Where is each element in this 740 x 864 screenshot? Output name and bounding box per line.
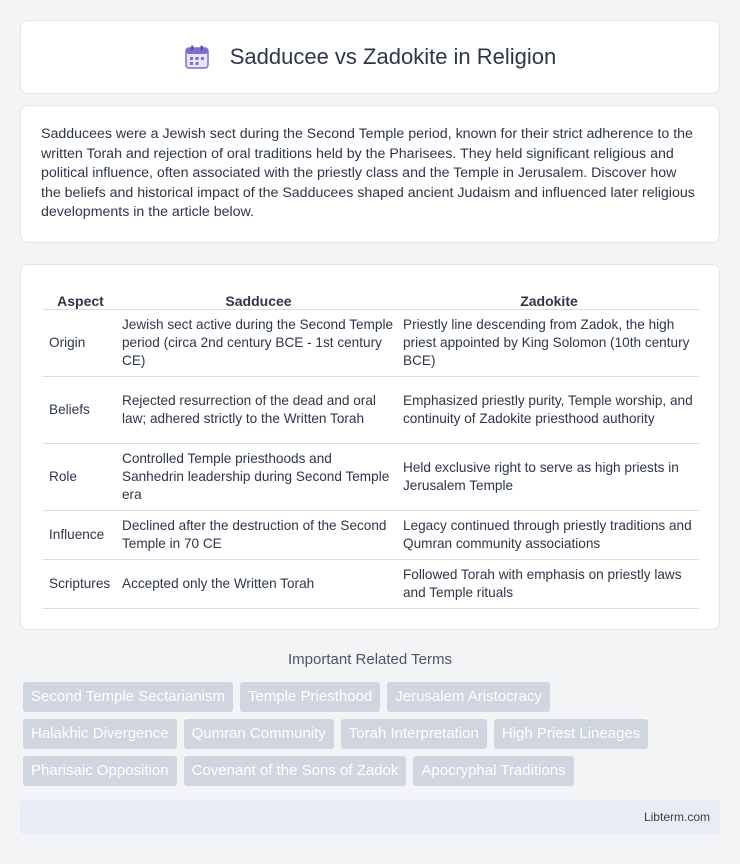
tag-pharisaic-opposition[interactable]: Pharisaic Opposition [23, 756, 177, 786]
cell-sadducee: Jewish sect active during the Second Temple period (circa 2nd century BCE - 1st century CE) [118, 309, 399, 376]
tag-torah-interpretation[interactable]: Torah Interpretation [341, 719, 487, 749]
related-terms-title: Important Related Terms [288, 651, 452, 668]
table-row [43, 510, 699, 559]
cell-sadducee: Accepted only the Written Torah [118, 559, 399, 608]
cell-sadducee: Controlled Temple priesthoods and Sanhedrin leadership during Second Temple era [118, 443, 399, 510]
cell-sadducee: Declined after the destruction of the Second Temple in 70 CE [118, 510, 399, 559]
header-aspect: Aspect [43, 285, 118, 309]
comparison-card [20, 264, 720, 630]
cell-zadokite: Legacy continued through priestly traditions and Qumran community associations [399, 510, 699, 559]
header-sadducee: Sadducee [118, 285, 399, 309]
tag-high-priest-lineages[interactable]: High Priest Lineages [494, 719, 648, 749]
table-row [43, 443, 699, 510]
cell-zadokite: Priestly line descending from Zadok, the high priest appointed by King Solomon (10th century BCE) [399, 309, 699, 376]
cell-zadokite: Held exclusive right to serve as high priests in Jerusalem Temple [399, 443, 699, 510]
page-title: Sadducee vs Zadokite in Religion [229, 44, 557, 69]
tag-covenant-sons-of-zadok[interactable]: Covenant of the Sons of Zadok [184, 756, 407, 786]
cell-zadokite: Emphasized priestly purity, Temple worship, and continuity of Zadokite priesthood authority [399, 376, 699, 443]
cell-aspect: Role [43, 443, 118, 510]
table-header-row [43, 285, 699, 309]
footer [20, 800, 720, 834]
tag-qumran-community[interactable]: Qumran Community [184, 719, 334, 749]
tag-row [23, 756, 723, 786]
table-row [43, 559, 699, 608]
intro-text: Sadducees were a Jewish sect during the Second Temple period, known for their strict adherence to the written Torah and rejection of oral traditions held by the Pharisees. They held significant religious and political influence, often associated with the priestly class and the Temple in Jerusalem. Discover how the beliefs and historical impact of the Sadducees shaped ancient Judaism and influenced later religious developments in the article below. [41, 126, 695, 221]
header-zadokite: Zadokite [399, 285, 699, 309]
tag-halakhic-divergence[interactable]: Halakhic Divergence [23, 719, 177, 749]
related-terms-list [23, 682, 723, 793]
tag-apocryphal-traditions[interactable]: Apocryphal Traditions [413, 756, 573, 786]
comparison-table [43, 285, 699, 609]
tag-jerusalem-aristocracy[interactable]: Jerusalem Aristocracy [387, 682, 550, 712]
cell-aspect: Influence [43, 510, 118, 559]
tag-row [23, 719, 723, 749]
table-row [43, 376, 699, 443]
tag-row [23, 682, 723, 712]
cell-zadokite: Followed Torah with emphasis on priestly laws and Temple rituals [399, 559, 699, 608]
cell-aspect: Scriptures [43, 559, 118, 608]
title-card [20, 20, 720, 94]
footer-site-link[interactable]: Libterm.com [643, 810, 710, 824]
tag-temple-priesthood[interactable]: Temple Priesthood [240, 682, 380, 712]
intro-card [20, 105, 720, 243]
calendar-icon [184, 44, 210, 70]
cell-sadducee: Rejected resurrection of the dead and oral law; adhered strictly to the Written Torah [118, 376, 399, 443]
table-row [43, 309, 699, 376]
cell-aspect: Beliefs [43, 376, 118, 443]
cell-aspect: Origin [43, 309, 118, 376]
tag-second-temple-sectarianism[interactable]: Second Temple Sectarianism [23, 682, 233, 712]
